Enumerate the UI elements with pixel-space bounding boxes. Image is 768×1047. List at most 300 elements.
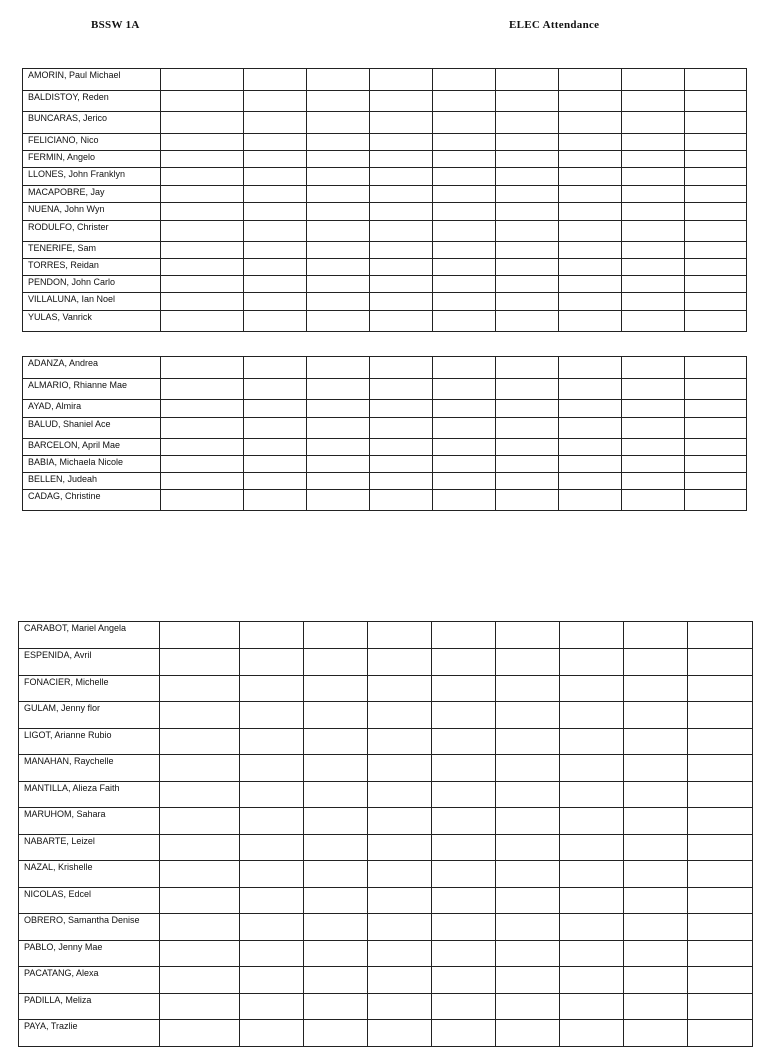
attendance-cell xyxy=(370,439,433,456)
attendance-cell xyxy=(496,134,559,151)
attendance-cell xyxy=(622,276,685,293)
attendance-cell xyxy=(622,134,685,151)
student-row xyxy=(23,134,747,151)
attendance-cell xyxy=(307,293,370,311)
student-name: MANAHAN, Raychelle xyxy=(19,755,160,782)
student-name: RODULFO, Christer xyxy=(23,221,161,242)
student-row xyxy=(19,702,753,729)
attendance-cell xyxy=(496,418,559,439)
attendance-cell xyxy=(622,357,685,379)
attendance-cell xyxy=(370,357,433,379)
attendance-cell xyxy=(432,676,496,702)
attendance-cell xyxy=(160,861,240,888)
attendance-cell xyxy=(244,400,307,418)
attendance-cell xyxy=(304,729,368,755)
attendance-cell xyxy=(433,276,496,293)
attendance-cell xyxy=(433,311,496,332)
attendance-cell xyxy=(685,259,747,276)
attendance-cell xyxy=(685,490,747,511)
attendance-cell xyxy=(307,357,370,379)
attendance-cell xyxy=(240,941,304,967)
student-name: ADANZA, Andrea xyxy=(23,357,161,379)
attendance-cell xyxy=(622,293,685,311)
attendance-cell xyxy=(244,473,307,490)
attendance-cell xyxy=(622,473,685,490)
attendance-cell xyxy=(496,112,559,134)
attendance-cell xyxy=(433,91,496,112)
student-row xyxy=(19,622,753,649)
attendance-cell xyxy=(368,622,432,649)
attendance-cell xyxy=(685,151,747,168)
attendance-cell xyxy=(496,311,559,332)
attendance-cell xyxy=(161,203,244,221)
attendance-cell xyxy=(496,490,559,511)
attendance-cell xyxy=(433,134,496,151)
attendance-cell xyxy=(244,439,307,456)
attendance-cell xyxy=(496,293,559,311)
attendance-cell xyxy=(559,168,622,186)
attendance-cell xyxy=(161,473,244,490)
student-name: FONACIER, Michelle xyxy=(19,676,160,702)
attendance-table-3 xyxy=(18,621,753,1047)
attendance-cell xyxy=(559,311,622,332)
attendance-cell xyxy=(244,490,307,511)
attendance-cell xyxy=(432,808,496,835)
student-name: YULAS, Vanrick xyxy=(23,311,161,332)
attendance-cell xyxy=(688,782,753,808)
attendance-cell xyxy=(307,186,370,203)
attendance-cell xyxy=(307,134,370,151)
student-name: MARUHOM, Sahara xyxy=(19,808,160,835)
attendance-cell xyxy=(304,888,368,914)
attendance-cell xyxy=(240,888,304,914)
attendance-cell xyxy=(370,112,433,134)
attendance-cell xyxy=(559,151,622,168)
attendance-cell xyxy=(559,134,622,151)
student-name: NICOLAS, Edcel xyxy=(19,888,160,914)
attendance-cell xyxy=(161,242,244,259)
attendance-cell xyxy=(685,456,747,473)
attendance-cell xyxy=(160,649,240,676)
student-name: GULAM, Jenny flor xyxy=(19,702,160,729)
attendance-cell xyxy=(368,967,432,994)
attendance-cell xyxy=(304,676,368,702)
attendance-cell xyxy=(432,702,496,729)
attendance-cell xyxy=(240,676,304,702)
attendance-cell xyxy=(433,418,496,439)
student-name: PAYA, Trazlie xyxy=(19,1020,160,1047)
attendance-cell xyxy=(161,400,244,418)
attendance-cell xyxy=(685,276,747,293)
attendance-cell xyxy=(160,994,240,1020)
attendance-cell xyxy=(161,456,244,473)
attendance-cell xyxy=(370,276,433,293)
attendance-cell xyxy=(685,311,747,332)
attendance-cell xyxy=(685,473,747,490)
attendance-cell xyxy=(307,473,370,490)
attendance-cell xyxy=(240,808,304,835)
student-name: FELICIANO, Nico xyxy=(23,134,161,151)
attendance-cell xyxy=(304,835,368,861)
student-name: AYAD, Almira xyxy=(23,400,161,418)
attendance-cell xyxy=(244,91,307,112)
attendance-cell xyxy=(496,861,560,888)
attendance-cell xyxy=(559,473,622,490)
attendance-cell xyxy=(560,914,624,941)
attendance-cell xyxy=(304,622,368,649)
attendance-cell xyxy=(161,186,244,203)
attendance-cell xyxy=(559,242,622,259)
attendance-cell xyxy=(496,221,559,242)
attendance-cell xyxy=(307,456,370,473)
attendance-cell xyxy=(307,400,370,418)
student-name: ALMARIO, Rhianne Mae xyxy=(23,379,161,400)
attendance-cell xyxy=(370,203,433,221)
attendance-cell xyxy=(433,379,496,400)
attendance-cell xyxy=(370,221,433,242)
attendance-cell xyxy=(496,914,560,941)
student-name: ESPENIDA, Avril xyxy=(19,649,160,676)
attendance-cell xyxy=(432,755,496,782)
student-name: OBRERO, Samantha Denise xyxy=(19,914,160,941)
attendance-cell xyxy=(560,622,624,649)
attendance-cell xyxy=(161,439,244,456)
attendance-cell xyxy=(244,357,307,379)
attendance-cell xyxy=(368,888,432,914)
attendance-cell xyxy=(688,729,753,755)
attendance-cell xyxy=(370,91,433,112)
student-name: LIGOT, Arianne Rubio xyxy=(19,729,160,755)
attendance-cell xyxy=(622,221,685,242)
attendance-cell xyxy=(688,649,753,676)
attendance-cell xyxy=(496,676,560,702)
attendance-cell xyxy=(560,888,624,914)
attendance-cell xyxy=(432,967,496,994)
attendance-cell xyxy=(560,676,624,702)
attendance-cell xyxy=(688,967,753,994)
attendance-cell xyxy=(240,702,304,729)
attendance-cell xyxy=(370,168,433,186)
student-row xyxy=(23,91,747,112)
attendance-cell xyxy=(496,168,559,186)
student-row xyxy=(23,357,747,379)
attendance-cell xyxy=(496,994,560,1020)
student-row xyxy=(19,835,753,861)
attendance-cell xyxy=(307,112,370,134)
attendance-cell xyxy=(304,994,368,1020)
attendance-cell xyxy=(307,311,370,332)
attendance-cell xyxy=(161,112,244,134)
attendance-cell xyxy=(432,914,496,941)
attendance-cell xyxy=(559,293,622,311)
student-row xyxy=(23,490,747,511)
attendance-cell xyxy=(622,456,685,473)
attendance-cell xyxy=(307,439,370,456)
attendance-cell xyxy=(433,490,496,511)
attendance-cell xyxy=(370,151,433,168)
attendance-cell xyxy=(161,134,244,151)
attendance-cell xyxy=(496,203,559,221)
attendance-cell xyxy=(560,729,624,755)
attendance-cell xyxy=(244,311,307,332)
attendance-cell xyxy=(496,835,560,861)
student-row xyxy=(19,729,753,755)
attendance-cell xyxy=(161,379,244,400)
attendance-cell xyxy=(685,134,747,151)
attendance-cell xyxy=(622,69,685,91)
student-row xyxy=(23,276,747,293)
attendance-cell xyxy=(244,276,307,293)
attendance-cell xyxy=(161,490,244,511)
attendance-cell xyxy=(685,168,747,186)
attendance-cell xyxy=(370,473,433,490)
attendance-cell xyxy=(560,702,624,729)
attendance-cell xyxy=(560,967,624,994)
student-name: MACAPOBRE, Jay xyxy=(23,186,161,203)
student-name: PABLO, Jenny Mae xyxy=(19,941,160,967)
student-row xyxy=(19,941,753,967)
attendance-cell xyxy=(624,782,688,808)
attendance-cell xyxy=(432,622,496,649)
student-row xyxy=(23,168,747,186)
attendance-cell xyxy=(368,676,432,702)
attendance-cell xyxy=(624,649,688,676)
attendance-cell xyxy=(560,808,624,835)
attendance-cell xyxy=(496,808,560,835)
attendance-cell xyxy=(496,151,559,168)
attendance-cell xyxy=(433,357,496,379)
attendance-cell xyxy=(161,418,244,439)
attendance-cell xyxy=(370,456,433,473)
attendance-cell xyxy=(244,418,307,439)
attendance-cell xyxy=(624,808,688,835)
attendance-cell xyxy=(685,293,747,311)
attendance-cell xyxy=(433,168,496,186)
attendance-cell xyxy=(685,221,747,242)
attendance-cell xyxy=(304,861,368,888)
attendance-cell xyxy=(160,967,240,994)
attendance-cell xyxy=(160,808,240,835)
attendance-cell xyxy=(161,168,244,186)
attendance-cell xyxy=(307,168,370,186)
student-row xyxy=(23,379,747,400)
attendance-cell xyxy=(496,259,559,276)
attendance-cell xyxy=(304,702,368,729)
attendance-cell xyxy=(368,835,432,861)
attendance-cell xyxy=(307,490,370,511)
attendance-cell xyxy=(624,994,688,1020)
student-name: NABARTE, Leizel xyxy=(19,835,160,861)
attendance-cell xyxy=(304,755,368,782)
attendance-cell xyxy=(244,456,307,473)
attendance-cell xyxy=(368,782,432,808)
student-row xyxy=(23,456,747,473)
attendance-cell xyxy=(496,622,560,649)
attendance-cell xyxy=(370,311,433,332)
student-row xyxy=(23,112,747,134)
class-section-title: BSSW 1A xyxy=(91,19,140,31)
attendance-cell xyxy=(433,259,496,276)
attendance-cell xyxy=(307,242,370,259)
student-row xyxy=(19,861,753,888)
attendance-cell xyxy=(559,357,622,379)
student-row xyxy=(19,967,753,994)
attendance-cell xyxy=(368,755,432,782)
student-name: PENDON, John Carlo xyxy=(23,276,161,293)
student-row xyxy=(23,259,747,276)
attendance-cell xyxy=(622,311,685,332)
attendance-cell xyxy=(244,151,307,168)
attendance-cell xyxy=(496,439,559,456)
attendance-cell xyxy=(304,967,368,994)
attendance-cell xyxy=(688,861,753,888)
attendance-cell xyxy=(688,808,753,835)
attendance-cell xyxy=(685,439,747,456)
attendance-cell xyxy=(496,91,559,112)
student-row xyxy=(23,293,747,311)
attendance-cell xyxy=(496,456,559,473)
student-row xyxy=(19,755,753,782)
attendance-cell xyxy=(244,242,307,259)
attendance-cell xyxy=(370,490,433,511)
attendance-cell xyxy=(370,259,433,276)
attendance-cell xyxy=(496,888,560,914)
attendance-cell xyxy=(496,276,559,293)
attendance-cell xyxy=(368,914,432,941)
attendance-cell xyxy=(432,729,496,755)
student-row xyxy=(19,888,753,914)
student-name: BABIA, Michaela Nicole xyxy=(23,456,161,473)
attendance-cell xyxy=(496,941,560,967)
attendance-cell xyxy=(622,91,685,112)
attendance-cell xyxy=(559,490,622,511)
attendance-cell xyxy=(160,782,240,808)
attendance-cell xyxy=(244,69,307,91)
attendance-cell xyxy=(559,276,622,293)
attendance-cell xyxy=(622,168,685,186)
attendance-cell xyxy=(688,755,753,782)
attendance-cell xyxy=(688,888,753,914)
attendance-cell xyxy=(560,861,624,888)
attendance-cell xyxy=(160,676,240,702)
attendance-cell xyxy=(559,400,622,418)
attendance-cell xyxy=(240,994,304,1020)
attendance-table-2 xyxy=(22,356,747,511)
attendance-cell xyxy=(161,259,244,276)
attendance-cell xyxy=(624,967,688,994)
attendance-cell xyxy=(161,69,244,91)
attendance-cell xyxy=(160,729,240,755)
student-name: BARCELON, April Mae xyxy=(23,439,161,456)
attendance-cell xyxy=(560,994,624,1020)
student-row xyxy=(19,782,753,808)
attendance-cell xyxy=(622,439,685,456)
attendance-cell xyxy=(368,941,432,967)
attendance-cell xyxy=(244,379,307,400)
attendance-cell xyxy=(496,186,559,203)
attendance-cell xyxy=(496,69,559,91)
attendance-cell xyxy=(240,914,304,941)
attendance-cell xyxy=(433,203,496,221)
attendance-cell xyxy=(160,702,240,729)
attendance-cell xyxy=(161,357,244,379)
attendance-cell xyxy=(240,755,304,782)
attendance-cell xyxy=(560,755,624,782)
student-name: PADILLA, Meliza xyxy=(19,994,160,1020)
attendance-cell xyxy=(307,379,370,400)
attendance-cell xyxy=(496,242,559,259)
attendance-cell xyxy=(622,242,685,259)
attendance-table-1 xyxy=(22,68,747,332)
attendance-cell xyxy=(688,994,753,1020)
attendance-cell xyxy=(624,676,688,702)
attendance-cell xyxy=(496,702,560,729)
attendance-cell xyxy=(368,649,432,676)
attendance-cell xyxy=(685,242,747,259)
attendance-cell xyxy=(307,221,370,242)
attendance-cell xyxy=(244,112,307,134)
attendance-cell xyxy=(624,861,688,888)
attendance-cell xyxy=(624,835,688,861)
attendance-cell xyxy=(240,967,304,994)
attendance-cell xyxy=(559,91,622,112)
attendance-cell xyxy=(432,861,496,888)
attendance-cell xyxy=(560,835,624,861)
attendance-cell xyxy=(559,69,622,91)
attendance-cell xyxy=(240,782,304,808)
student-row xyxy=(23,69,747,91)
attendance-cell xyxy=(559,112,622,134)
attendance-cell xyxy=(685,69,747,91)
student-row xyxy=(23,473,747,490)
attendance-cell xyxy=(622,418,685,439)
attendance-cell xyxy=(496,357,559,379)
attendance-cell xyxy=(685,186,747,203)
attendance-cell xyxy=(496,400,559,418)
attendance-cell xyxy=(307,203,370,221)
student-row xyxy=(23,151,747,168)
attendance-cell xyxy=(307,151,370,168)
attendance-cell xyxy=(688,702,753,729)
attendance-cell xyxy=(244,168,307,186)
attendance-cell xyxy=(688,622,753,649)
attendance-cell xyxy=(160,622,240,649)
attendance-title: ELEC Attendance xyxy=(509,19,600,31)
attendance-cell xyxy=(622,203,685,221)
attendance-cell xyxy=(244,134,307,151)
student-row xyxy=(23,203,747,221)
attendance-cell xyxy=(496,782,560,808)
attendance-cell xyxy=(304,808,368,835)
attendance-cell xyxy=(160,941,240,967)
attendance-cell xyxy=(559,379,622,400)
attendance-cell xyxy=(496,473,559,490)
attendance-cell xyxy=(559,186,622,203)
attendance-cell xyxy=(622,400,685,418)
attendance-cell xyxy=(688,941,753,967)
attendance-cell xyxy=(161,221,244,242)
attendance-cell xyxy=(496,967,560,994)
student-row xyxy=(23,311,747,332)
attendance-cell xyxy=(559,203,622,221)
attendance-cell xyxy=(432,888,496,914)
attendance-cell xyxy=(559,259,622,276)
attendance-cell xyxy=(433,221,496,242)
student-name: TORRES, Reidan xyxy=(23,259,161,276)
attendance-cell xyxy=(304,914,368,941)
attendance-cell xyxy=(160,835,240,861)
student-name: FERMIN, Angelo xyxy=(23,151,161,168)
